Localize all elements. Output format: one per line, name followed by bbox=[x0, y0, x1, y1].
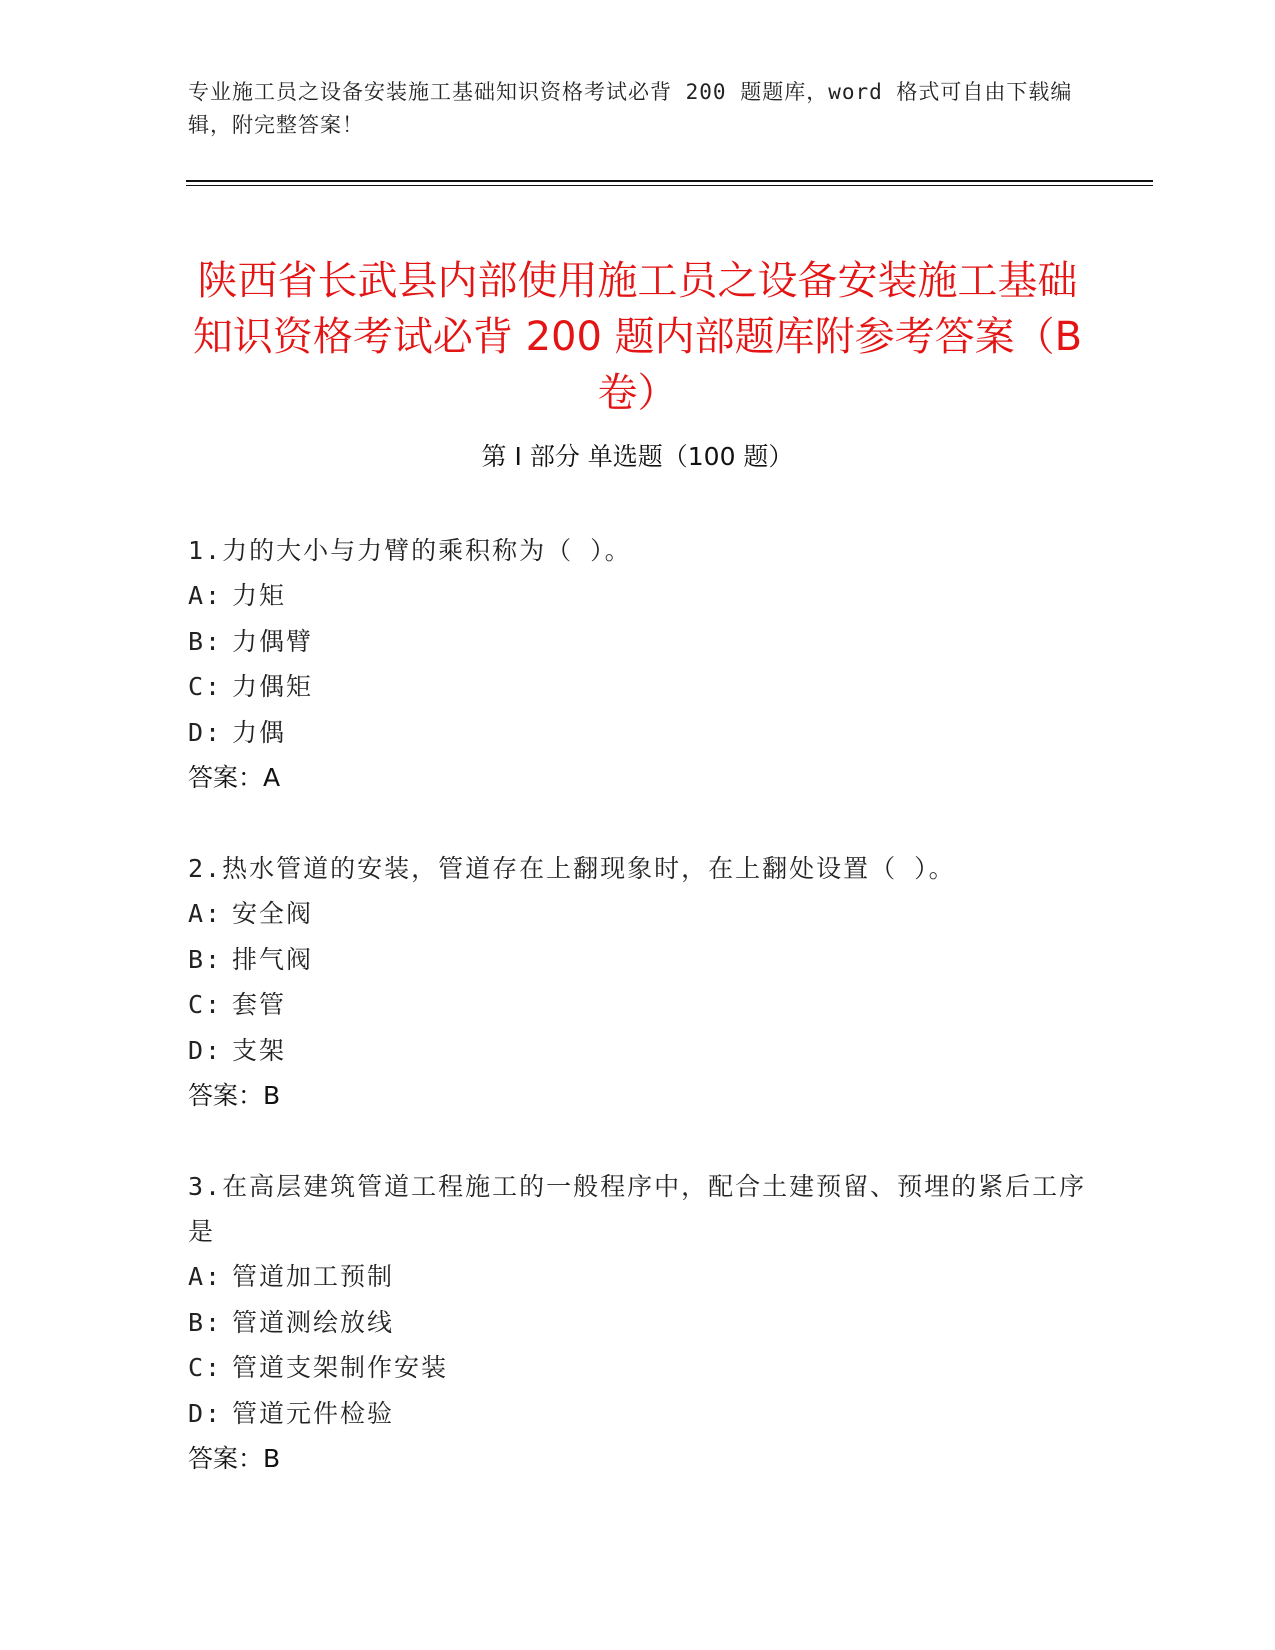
option-a bbox=[188, 1254, 1088, 1300]
option-d bbox=[188, 710, 1088, 756]
option-text: 套管 bbox=[232, 990, 287, 1019]
option-text: 力偶矩 bbox=[232, 672, 314, 701]
option-key: C: bbox=[188, 672, 223, 701]
answer-line: 答案：B bbox=[188, 1444, 281, 1473]
option-key: D: bbox=[188, 1398, 223, 1428]
option-key: D: bbox=[188, 717, 223, 747]
option-d bbox=[188, 1028, 1088, 1074]
option-c bbox=[188, 1345, 1088, 1391]
option-b bbox=[188, 1300, 1088, 1346]
option-key: D: bbox=[188, 1035, 223, 1065]
option-key: A: bbox=[188, 899, 223, 928]
question-text: 3.在高层建筑管道工程施工的一般程序中，配合土建预留、预埋的紧后工序是 bbox=[188, 1172, 1087, 1246]
option-b bbox=[188, 937, 1088, 983]
option-a bbox=[188, 891, 1088, 937]
option-a bbox=[188, 573, 1088, 619]
option-key: B: bbox=[188, 626, 223, 656]
answer-line: 答案：B bbox=[188, 1081, 281, 1110]
answer-line: 答案：A bbox=[188, 763, 281, 792]
option-text: 力偶臂 bbox=[232, 626, 314, 656]
document-title: 陕西省长武县内部使用施工员之设备安装施工基础知识资格考试必背 200 题内部题库附参考答案（B 卷） bbox=[192, 257, 1083, 416]
question-block bbox=[188, 1164, 1088, 1481]
option-text: 管道测绘放线 bbox=[232, 1307, 395, 1337]
header-divider-thick bbox=[186, 180, 1153, 182]
option-b bbox=[188, 619, 1088, 665]
option-key: B: bbox=[188, 1307, 223, 1337]
option-text: 排气阀 bbox=[232, 944, 314, 974]
question-block bbox=[188, 846, 1088, 1118]
question-text: 2.热水管道的安装，管道存在上翻现象时，在上翻处设置（ ）。 bbox=[188, 854, 956, 883]
option-key: B: bbox=[188, 944, 223, 974]
option-text: 力偶 bbox=[232, 717, 287, 747]
option-c bbox=[188, 664, 1088, 710]
option-key: C: bbox=[188, 1353, 223, 1382]
header-divider-thin bbox=[186, 185, 1153, 186]
question-text: 1.力的大小与力臂的乘积称为（ ）。 bbox=[188, 536, 632, 565]
option-text: 管道元件检验 bbox=[232, 1398, 395, 1428]
option-text: 支架 bbox=[232, 1035, 287, 1065]
document-header-note: 专业施工员之设备安装施工基础知识资格考试必背 200 题题库，word 格式可自由下载编辑，附完整答案！ bbox=[188, 80, 1073, 137]
question-block bbox=[188, 528, 1088, 800]
option-key: A: bbox=[188, 581, 223, 610]
option-text: 力矩 bbox=[232, 581, 287, 610]
option-key: C: bbox=[188, 990, 223, 1019]
option-text: 管道加工预制 bbox=[232, 1262, 395, 1291]
option-text: 管道支架制作安装 bbox=[232, 1353, 449, 1382]
option-d bbox=[188, 1391, 1088, 1437]
option-text: 安全阀 bbox=[232, 899, 314, 928]
option-c bbox=[188, 982, 1088, 1028]
option-key: A: bbox=[188, 1262, 223, 1291]
section-heading: 第 I 部分 单选题（100 题） bbox=[481, 442, 794, 471]
